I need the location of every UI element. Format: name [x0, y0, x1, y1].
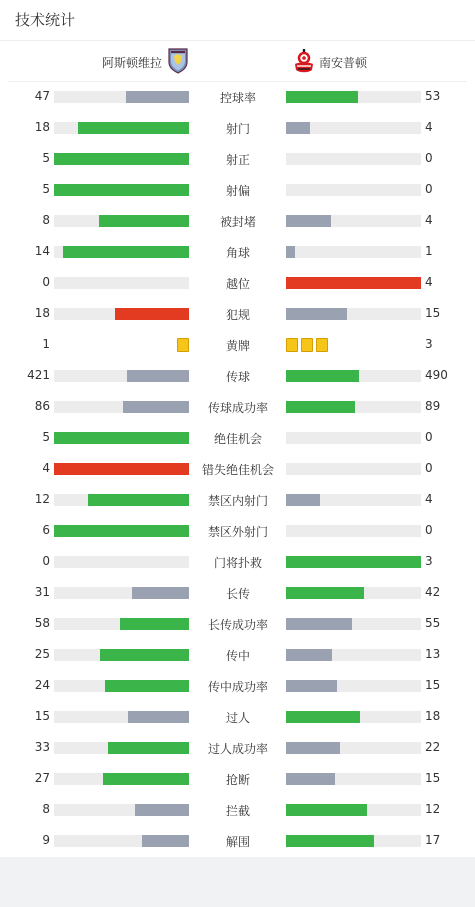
- away-value: 1: [425, 244, 433, 258]
- stat-row: [0, 484, 475, 515]
- away-bar-track: [286, 122, 421, 134]
- stat-label: 黄牌: [225, 339, 250, 353]
- stat-row: [0, 763, 475, 794]
- home-bar-track: [54, 556, 189, 568]
- home-bar-fill: [105, 680, 189, 692]
- yellow-card-icon: [316, 338, 328, 352]
- home-bar-fill: [78, 122, 189, 134]
- away-value: 4: [425, 213, 433, 227]
- away-value: 15: [425, 678, 441, 692]
- home-value: 5: [42, 430, 50, 444]
- stat-label: 角球: [225, 246, 250, 260]
- away-bar-track: [286, 308, 421, 320]
- stat-label: 门将扑救: [213, 556, 262, 570]
- away-bar-fill: [286, 773, 335, 785]
- home-value: 33: [34, 740, 50, 754]
- away-bar-track: [286, 587, 421, 599]
- away-team-name: 南安普顿: [319, 56, 368, 70]
- home-value: 25: [34, 647, 50, 661]
- away-bar-track: [286, 401, 421, 413]
- stat-row: [0, 670, 475, 701]
- stat-row: [0, 143, 475, 174]
- home-value: 58: [34, 616, 50, 630]
- stat-row: [0, 329, 475, 360]
- home-bar-fill: [100, 649, 189, 661]
- stat-label: 传球成功率: [207, 401, 268, 415]
- home-value: 12: [34, 492, 50, 506]
- home-value: 8: [42, 802, 50, 816]
- away-bar-fill: [286, 308, 347, 320]
- home-value: 5: [42, 151, 50, 165]
- home-yellow-cards: [177, 338, 189, 352]
- home-value: 4: [42, 461, 50, 475]
- away-bar-fill: [286, 215, 331, 227]
- home-bar-track: [54, 680, 189, 692]
- away-value: 42: [425, 585, 441, 599]
- home-bar-fill: [54, 432, 189, 444]
- away-value: 490: [425, 368, 448, 382]
- home-bar-fill: [54, 463, 189, 475]
- away-bar-track: [286, 153, 421, 165]
- home-value: 6: [42, 523, 50, 537]
- stat-row: [0, 608, 475, 639]
- home-value: 31: [34, 585, 50, 599]
- home-bar-track: [54, 91, 189, 103]
- away-bar-fill: [286, 711, 360, 723]
- away-value: 89: [425, 399, 441, 413]
- stat-row: [0, 701, 475, 732]
- home-value: 0: [42, 275, 50, 289]
- stat-label: 长传: [225, 587, 250, 601]
- home-bar-track: [54, 742, 189, 754]
- away-value: 22: [425, 740, 441, 754]
- away-bar-fill: [286, 122, 310, 134]
- home-bar-track: [54, 711, 189, 723]
- home-bar-track: [54, 525, 189, 537]
- home-bar-fill: [132, 587, 189, 599]
- yellow-card-icon: [301, 338, 313, 352]
- stat-label: 长传成功率: [207, 618, 268, 632]
- stat-label: 传中: [225, 649, 250, 663]
- home-bar-track: [54, 587, 189, 599]
- home-bar-track: [54, 153, 189, 165]
- home-bar-track: [54, 804, 189, 816]
- stat-label: 射正: [225, 153, 250, 167]
- stat-row: [0, 112, 475, 143]
- away-bar-fill: [286, 804, 367, 816]
- stats-list: [0, 81, 475, 856]
- away-bar-track: [286, 277, 421, 289]
- away-value: 0: [425, 430, 433, 444]
- home-value: 14: [34, 244, 50, 258]
- aston-villa-crest-icon: [168, 48, 188, 74]
- home-value: 421: [27, 368, 50, 382]
- home-bar-track: [54, 649, 189, 661]
- stat-label: 犯规: [225, 308, 250, 322]
- home-bar-fill: [99, 215, 189, 227]
- stat-row: [0, 732, 475, 763]
- away-bar-fill: [286, 680, 337, 692]
- away-bar-fill: [286, 587, 364, 599]
- away-bar-fill: [286, 649, 332, 661]
- away-bar-fill: [286, 401, 355, 413]
- home-bar-fill: [108, 742, 189, 754]
- away-bar-track: [286, 432, 421, 444]
- away-bar-fill: [286, 370, 359, 382]
- away-value: 3: [425, 337, 433, 351]
- away-bar-track: [286, 680, 421, 692]
- away-bar-track: [286, 525, 421, 537]
- stat-row: [0, 174, 475, 205]
- home-value: 27: [34, 771, 50, 785]
- away-bar-track: [286, 463, 421, 475]
- home-bar-fill: [126, 91, 189, 103]
- home-value: 1: [42, 337, 50, 351]
- away-value: 53: [425, 89, 441, 103]
- home-bar-fill: [54, 525, 189, 537]
- home-bar-fill: [135, 804, 189, 816]
- home-value: 86: [34, 399, 50, 413]
- divider: [0, 40, 475, 41]
- stat-label: 传中成功率: [207, 680, 268, 694]
- away-bar-track: [286, 773, 421, 785]
- stat-row: [0, 453, 475, 484]
- home-bar-fill: [128, 711, 189, 723]
- away-value: 15: [425, 306, 441, 320]
- stat-row: [0, 515, 475, 546]
- home-bar-fill: [88, 494, 189, 506]
- stat-label: 控球率: [219, 91, 256, 105]
- away-value: 13: [425, 647, 441, 661]
- home-bar-track: [54, 463, 189, 475]
- away-value: 17: [425, 833, 441, 847]
- away-value: 3: [425, 554, 433, 568]
- home-bar-fill: [115, 308, 189, 320]
- stat-label: 过人: [225, 711, 250, 725]
- away-value: 18: [425, 709, 441, 723]
- away-value: 15: [425, 771, 441, 785]
- stat-label: 射门: [225, 122, 250, 136]
- stat-label: 错失绝佳机会: [201, 463, 274, 477]
- home-value: 15: [34, 709, 50, 723]
- away-bar-fill: [286, 494, 320, 506]
- stat-row: [0, 639, 475, 670]
- home-bar-track: [54, 432, 189, 444]
- home-bar-fill: [123, 401, 189, 413]
- away-bar-track: [286, 835, 421, 847]
- home-bar-fill: [120, 618, 189, 630]
- away-bar-fill: [286, 835, 374, 847]
- home-bar-track: [54, 401, 189, 413]
- teams-header: [0, 44, 475, 80]
- stat-label: 射偏: [225, 184, 250, 198]
- home-bar-track: [54, 773, 189, 785]
- away-bar-fill: [286, 742, 340, 754]
- away-value: 0: [425, 461, 433, 475]
- away-bar-fill: [286, 618, 352, 630]
- stat-row: [0, 391, 475, 422]
- stat-row: [0, 236, 475, 267]
- away-value: 4: [425, 275, 433, 289]
- stat-label: 绝佳机会: [213, 432, 262, 446]
- home-team-name: 阿斯顿维拉: [101, 56, 162, 70]
- away-bar-track: [286, 246, 421, 258]
- stat-label: 传球: [225, 370, 250, 384]
- home-bar-track: [54, 370, 189, 382]
- away-bar-track: [286, 91, 421, 103]
- away-bar-fill: [286, 246, 295, 258]
- away-bar-track: [286, 742, 421, 754]
- stat-row: [0, 577, 475, 608]
- away-bar-fill: [286, 277, 421, 289]
- home-bar-track: [54, 215, 189, 227]
- home-bar-fill: [103, 773, 189, 785]
- away-bar-track: [286, 184, 421, 196]
- away-bar-track: [286, 618, 421, 630]
- away-bar-track: [286, 711, 421, 723]
- page-title: 技术统计: [15, 11, 76, 29]
- stat-row: [0, 81, 475, 112]
- stat-label: 过人成功率: [207, 742, 268, 756]
- home-value: 24: [34, 678, 50, 692]
- home-bar-fill: [54, 153, 189, 165]
- southampton-crest-icon: [292, 48, 316, 74]
- away-value: 0: [425, 182, 433, 196]
- home-bar-fill: [63, 246, 189, 258]
- away-bar-track: [286, 649, 421, 661]
- stat-label: 抢断: [225, 773, 250, 787]
- away-bar-track: [286, 215, 421, 227]
- home-value: 8: [42, 213, 50, 227]
- stat-label: 解围: [225, 835, 250, 849]
- home-bar-track: [54, 618, 189, 630]
- away-value: 55: [425, 616, 441, 630]
- home-value: 0: [42, 554, 50, 568]
- yellow-card-icon: [286, 338, 298, 352]
- home-value: 9: [42, 833, 50, 847]
- home-value: 18: [34, 120, 50, 134]
- away-bar-track: [286, 494, 421, 506]
- home-bar-track: [54, 277, 189, 289]
- home-bar-track: [54, 835, 189, 847]
- away-bar-track: [286, 804, 421, 816]
- away-value: 0: [425, 523, 433, 537]
- home-value: 47: [34, 89, 50, 103]
- stat-row: [0, 422, 475, 453]
- home-value: 5: [42, 182, 50, 196]
- away-bar-track: [286, 370, 421, 382]
- stat-row: [0, 546, 475, 577]
- stat-row: [0, 298, 475, 329]
- home-bar-fill: [54, 184, 189, 196]
- stat-label: 禁区外射门: [207, 525, 268, 539]
- away-value: 0: [425, 151, 433, 165]
- stat-label: 拦截: [225, 804, 250, 818]
- home-bar-track: [54, 308, 189, 320]
- away-bar-track: [286, 556, 421, 568]
- home-bar-track: [54, 122, 189, 134]
- stat-row: [0, 794, 475, 825]
- away-yellow-cards: [286, 338, 328, 352]
- stat-row: [0, 360, 475, 391]
- home-value: 18: [34, 306, 50, 320]
- stat-row: [0, 267, 475, 298]
- away-bar-fill: [286, 91, 358, 103]
- home-bar-fill: [127, 370, 189, 382]
- stat-label: 禁区内射门: [207, 494, 268, 508]
- home-bar-track: [54, 246, 189, 258]
- yellow-card-icon: [177, 338, 189, 352]
- away-bar-fill: [286, 556, 421, 568]
- away-value: 4: [425, 492, 433, 506]
- home-bar-fill: [142, 835, 189, 847]
- home-bar-track: [54, 184, 189, 196]
- stat-label: 被封堵: [219, 215, 256, 229]
- stat-row: [0, 825, 475, 856]
- away-value: 12: [425, 802, 441, 816]
- home-bar-track: [54, 494, 189, 506]
- stat-label: 越位: [225, 277, 250, 291]
- stat-row: [0, 205, 475, 236]
- away-value: 4: [425, 120, 433, 134]
